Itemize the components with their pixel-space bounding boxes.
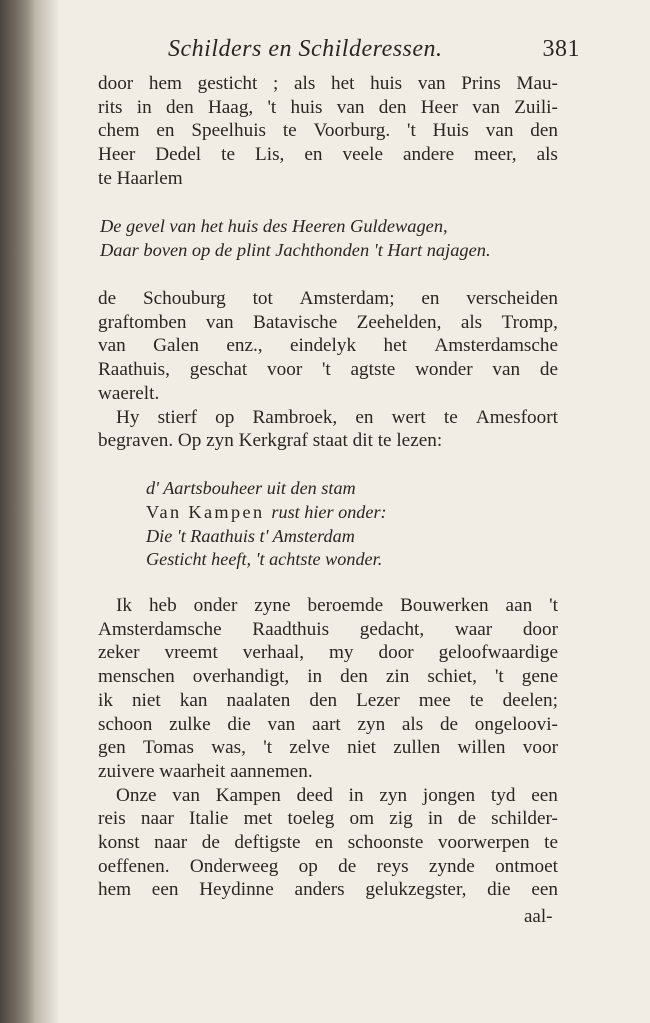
text-line: Heer Dedel te Lis, en veele andere meer, als: [98, 144, 558, 166]
text-line: waerelt.: [98, 382, 160, 404]
text-line: graftomben van Batavische Zeehelden, als Tromp,: [98, 311, 558, 333]
verse-line: Daar boven op de plint Jachthonden 't Hart najagen.: [100, 240, 491, 260]
name-small-caps: Van Kampen: [146, 501, 265, 522]
text-line: Hy stierf op Rambroek, en wert te Amesfoort: [116, 406, 558, 428]
epitaph-line: [146, 501, 606, 525]
text-line: de Schouburg tot Amsterdam; en verscheiden: [98, 288, 558, 309]
text-line: begraven. Op zyn Kerkgraf staat dit te lezen:: [98, 430, 443, 452]
running-title: Schilders en Schilderessen.: [168, 36, 443, 62]
text-line: te Haarlem: [98, 167, 183, 189]
text-line: Ik heb onder zyne beroemde Bouwerken aan 't: [116, 595, 558, 616]
verse-line: De gevel van het huis des Heeren Guldewagen,: [100, 216, 448, 236]
text-line: ik niet kan naalaten den Lezer mee te deelen;: [98, 689, 558, 711]
text-line: rits in den Haag, 't huis van den Heer van Zuili-: [98, 96, 558, 118]
text-line: oeffenen. Onderweeg op de reys zynde ontmoet: [98, 855, 558, 877]
paragraph-3: [98, 594, 558, 902]
epitaph-line-rest: rust hier onder:: [271, 501, 387, 522]
text-line: zuivere waarheit aannemen.: [98, 760, 313, 782]
epitaph-line: d' Aartsbouheer uit den stam: [146, 478, 356, 498]
paragraph-1: [98, 72, 558, 191]
text-line: van Galen enz., eindelyk het Amsterdamsche: [98, 335, 558, 357]
book-binding: [0, 0, 34, 1023]
text-line: Raathuis, geschat voor 't agtste wonder van de: [98, 359, 558, 381]
text-line: door hem gesticht ; als het huis van Prins Mau-: [98, 73, 558, 94]
text-line: Onze van Kampen deed in zyn jongen tyd een: [116, 784, 558, 806]
catchword: aal-: [524, 906, 553, 927]
page-header: [168, 36, 580, 63]
epitaph: [146, 477, 606, 572]
verse-quotation: [100, 214, 560, 262]
text-line: zeker vreemt verhaal, my door geloofwaardige: [98, 642, 558, 664]
text-line: schoon zulke die van aart zyn als de ongeloovi-: [98, 713, 558, 735]
text-line: reis naar Italie met toeleg om zig in de schilder-: [98, 808, 558, 830]
epitaph-line: Gesticht heeft, 't achtste wonder.: [146, 549, 383, 570]
text-line: konst naar de deftigste en schoonste voorwerpen te: [98, 832, 558, 854]
text-line: gen Tomas was, 't zelve niet zullen willen voor: [98, 737, 558, 759]
text-line: hem een Heydinne anders gelukzegster, die een: [98, 879, 558, 901]
gutter-shadow: [34, 0, 60, 1023]
text-line: chem en Speelhuis te Voorburg. 't Huis van den: [98, 120, 558, 142]
epitaph-line: Die 't Raathuis t' Amsterdam: [146, 525, 355, 546]
text-line: menschen overhandigt, in den zin schiet, 't gene: [98, 666, 558, 688]
text-line: Amsterdamsche Raadthuis gedacht, waar door: [98, 618, 558, 640]
page-number: 381: [542, 36, 580, 62]
paragraph-2: [98, 287, 558, 453]
